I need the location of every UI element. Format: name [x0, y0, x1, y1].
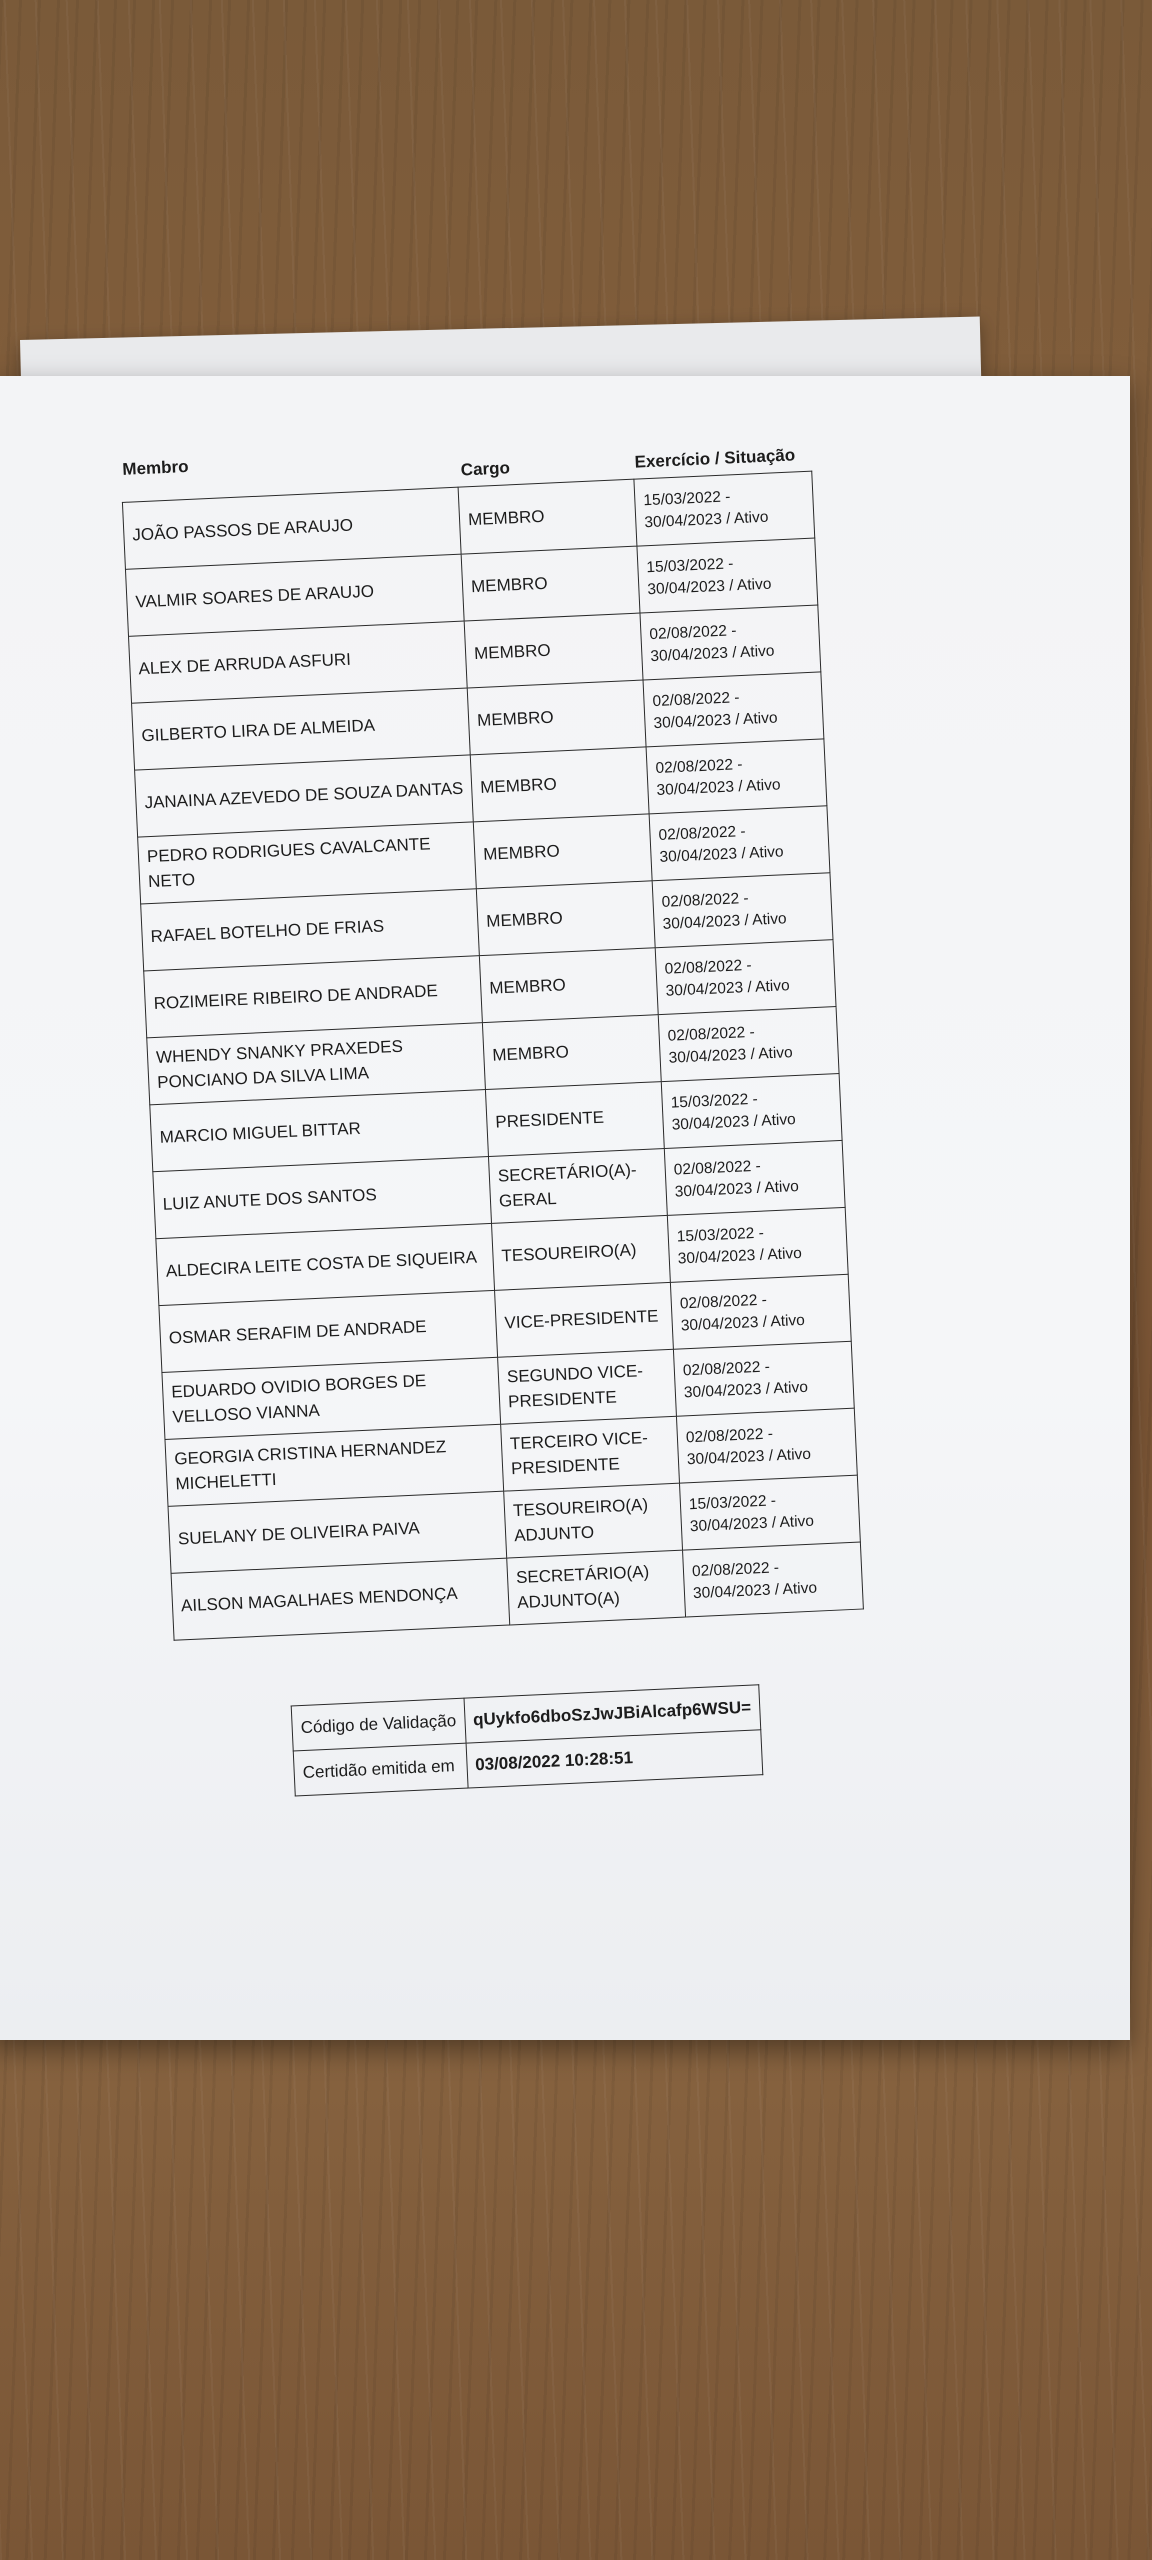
member-role-cell: SECRETÁRIO(A) ADJUNTO(A) [507, 1550, 686, 1625]
member-name-cell: SUELANY DE OLIVEIRA PAIVA [168, 1491, 507, 1573]
member-role-cell: MEMBRO [461, 546, 640, 621]
member-period-cell: 15/03/2022 - 30/04/2023 / Ativo [634, 471, 815, 546]
member-role-cell: MEMBRO [470, 747, 649, 822]
member-role-cell: SECRETÁRIO(A)-GERAL [488, 1149, 667, 1224]
issued-at-value: 03/08/2022 10:28:51 [466, 1730, 763, 1788]
member-role-cell: MEMBRO [458, 479, 637, 554]
member-name-cell: LUIZ ANUTE DOS SANTOS [153, 1157, 492, 1239]
member-period-cell: 02/08/2022 - 30/04/2023 / Ativo [683, 1542, 864, 1617]
member-name-cell: GILBERTO LIRA DE ALMEIDA [132, 688, 471, 770]
member-period-cell: 02/08/2022 - 30/04/2023 / Ativo [658, 1007, 839, 1082]
member-name-cell: GEORGIA CRISTINA HERNANDEZ MICHELETTI [165, 1424, 504, 1506]
member-name-cell: ALEX DE ARRUDA ASFURI [129, 621, 468, 703]
member-role-cell: MEMBRO [476, 881, 655, 956]
members-table-body [122, 471, 863, 1640]
member-role-cell: MEMBRO [473, 814, 652, 889]
member-period-cell: 15/03/2022 - 30/04/2023 / Ativo [637, 538, 818, 613]
header-period: Exercício / Situação [634, 445, 796, 472]
member-period-cell: 02/08/2022 - 30/04/2023 / Ativo [655, 940, 836, 1015]
issued-at-label: Certidão emitida em [293, 1743, 468, 1796]
member-period-cell: 02/08/2022 - 30/04/2023 / Ativo [673, 1341, 854, 1416]
member-name-cell: AILSON MAGALHAES MENDONÇA [171, 1558, 510, 1640]
member-role-cell: TESOUREIRO(A) ADJUNTO [504, 1483, 683, 1558]
member-name-cell: JANAINA AZEVEDO DE SOUZA DANTAS [135, 755, 474, 837]
member-period-cell: 15/03/2022 - 30/04/2023 / Ativo [667, 1207, 848, 1282]
member-name-cell: MARCIO MIGUEL BITTAR [150, 1090, 489, 1172]
member-name-cell: ROZIMEIRE RIBEIRO DE ANDRADE [144, 956, 483, 1038]
member-name-cell: JOÃO PASSOS DE ARAUJO [122, 487, 461, 569]
member-role-cell: MEMBRO [479, 948, 658, 1023]
member-period-cell: 02/08/2022 - 30/04/2023 / Ativo [646, 739, 827, 814]
members-table [122, 471, 864, 1641]
member-name-cell: VALMIR SOARES DE ARAUJO [125, 554, 464, 636]
member-period-cell: 02/08/2022 - 30/04/2023 / Ativo [676, 1408, 857, 1483]
member-role-cell: SEGUNDO VICE-PRESIDENTE [498, 1349, 677, 1424]
validation-code-label: Código de Validação [291, 1698, 466, 1751]
member-period-cell: 02/08/2022 - 30/04/2023 / Ativo [652, 873, 833, 948]
member-name-cell: RAFAEL BOTELHO DE FRIAS [141, 889, 480, 971]
member-period-cell: 02/08/2022 - 30/04/2023 / Ativo [670, 1274, 851, 1349]
member-role-cell: MEMBRO [467, 680, 646, 755]
member-name-cell: EDUARDO OVIDIO BORGES DE VELLOSO VIANNA [162, 1357, 501, 1439]
member-period-cell: 02/08/2022 - 30/04/2023 / Ativo [649, 806, 830, 881]
member-period-cell: 15/03/2022 - 30/04/2023 / Ativo [661, 1074, 842, 1149]
member-role-cell: MEMBRO [464, 613, 643, 688]
member-name-cell: PEDRO RODRIGUES CAVALCANTE NETO [138, 822, 477, 904]
member-name-cell: WHENDY SNANKY PRAXEDES PONCIANO DA SILVA LIMA [147, 1023, 486, 1105]
header-member: Membro [121, 456, 189, 479]
member-period-cell: 02/08/2022 - 30/04/2023 / Ativo [643, 672, 824, 747]
member-role-cell: PRESIDENTE [485, 1082, 664, 1157]
member-role-cell: MEMBRO [482, 1015, 661, 1090]
member-period-cell: 15/03/2022 - 30/04/2023 / Ativo [679, 1475, 860, 1550]
member-role-cell: VICE-PRESIDENTE [495, 1282, 674, 1357]
member-name-cell: ALDECIRA LEITE COSTA DE SIQUEIRA [156, 1223, 495, 1305]
validation-code-value: qUykfo6dboSzJwJBiAlcafp6WSU= [464, 1685, 761, 1743]
document-content [120, 425, 960, 1802]
member-role-cell: TESOUREIRO(A) [492, 1215, 671, 1290]
header-role: Cargo [460, 458, 511, 480]
member-period-cell: 02/08/2022 - 30/04/2023 / Ativo [664, 1140, 845, 1215]
member-period-cell: 02/08/2022 - 30/04/2023 / Ativo [640, 605, 821, 680]
member-name-cell: OSMAR SERAFIM DE ANDRADE [159, 1290, 498, 1372]
member-role-cell: TERCEIRO VICE-PRESIDENTE [501, 1416, 680, 1491]
